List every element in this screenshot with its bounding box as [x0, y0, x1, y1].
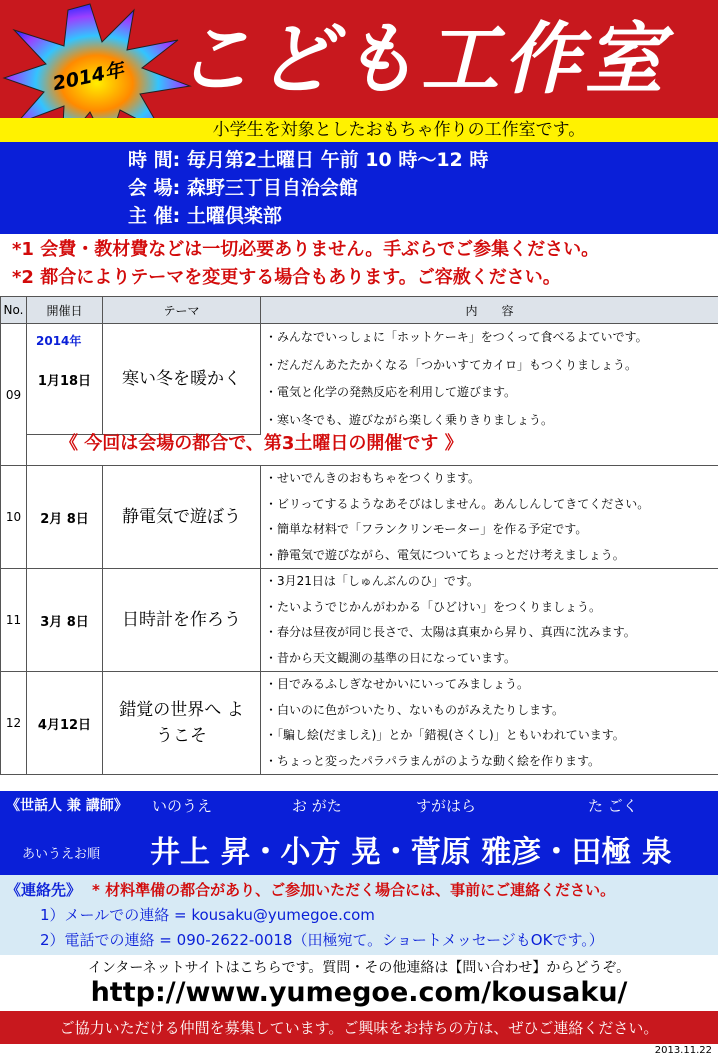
row-item: ・寒い冬でも、遊びながら楽しく乗りきりましょう。	[261, 407, 718, 435]
staff-order: あいうえお順	[22, 847, 101, 862]
contact-mail[interactable]: 1）メールでの連絡 = kousaku@yumegoe.com	[40, 906, 375, 924]
row-no: 09	[1, 324, 27, 466]
contact-label: 《連絡先》	[6, 881, 82, 899]
table-row	[1, 569, 718, 595]
info-time: 時 間: 毎月第2土曜日 午前 10 時～12 時	[128, 149, 489, 171]
row-item: ・「騙し絵(だましえ)」とか「錯視(さくし)」ともいわれています。	[261, 723, 718, 749]
table-row	[1, 466, 718, 492]
schedule-table	[0, 296, 718, 775]
staff-reading: た ごく	[588, 797, 638, 815]
row-item: ・3月21日は「しゅんぶんのひ」です。	[261, 569, 718, 595]
row-date: 4月12日	[27, 672, 103, 775]
page-title: こども工作室	[175, 15, 668, 105]
table-row	[1, 324, 718, 352]
row-item: ・春分は昼夜が同じ長さで、太陽は真東から昇り、真西に沈みます。	[261, 620, 718, 646]
row-item: ・ビリってするようなあそびはしません。あんしんしてきてください。	[261, 492, 718, 518]
row-item: ・だんだんあたたかくなる「つかいすてカイロ」もつくりましょう。	[261, 352, 718, 380]
note-1: *1 会費・教材費などは一切必要ありません。手ぶらでご参集ください。	[12, 239, 600, 260]
staff-panel	[0, 791, 718, 875]
row-theme: 寒い冬を暖かく	[103, 324, 261, 435]
staff-reading: すがはら	[416, 797, 477, 815]
row-no: 12	[1, 672, 27, 775]
year-label: 2014年	[36, 334, 82, 348]
row-item: ・たいようでじかんがわかる「ひどけい」をつくりましょう。	[261, 595, 718, 621]
staff-reading: いのうえ	[152, 797, 213, 815]
info-venue: 会 場: 森野三丁目自治会館	[128, 177, 358, 199]
row-no: 11	[1, 569, 27, 672]
venue-notice: 《 今回は会場の都合で、第3土曜日の開催です 》	[60, 433, 463, 454]
row-theme: 日時計を作ろう	[103, 569, 261, 672]
row-date: 3月 8日	[27, 569, 103, 672]
contact-warning: * 材料準備の都合があり、ご参加いただく場合には、事前にご連絡ください。	[92, 881, 616, 899]
row-item: ・昔から天文観測の基準の日になっています。	[261, 646, 718, 672]
web-url-link[interactable]: http://www.yumegoe.com/kousaku/	[90, 977, 628, 1008]
row-item: ・白いのに色がついたり、ないものがみえたりします。	[261, 698, 718, 724]
row-item: ・静電気で遊びながら、電気についてちょっとだけ考えましょう。	[261, 543, 718, 569]
year-badge: 2014年	[50, 58, 126, 96]
header-theme: テーマ	[103, 297, 261, 324]
info-panel	[0, 142, 718, 234]
web-intro: インターネットサイトはこちらです。質問・その他連絡は【問い合わせ】からどうぞ。	[87, 960, 631, 976]
row-item: ・ちょっと変ったパラパラまんがのような動く絵を作ります。	[261, 749, 718, 775]
contact-phone: 2）電話での連絡 = 090-2622-0018（田極宛て。ショートメッセージもOKです。）	[40, 931, 604, 949]
table-header-row	[1, 297, 718, 324]
subtitle: 小学生を対象としたおもちゃ作りの工作室です。	[0, 118, 718, 142]
row-theme: 錯覚の世界へ ようこそ	[103, 672, 261, 775]
note-2: *2 都合によりテーマを変更する場合もあります。ご容赦ください。	[12, 267, 561, 288]
staff-label: 《世話人 兼 講師》	[6, 798, 128, 814]
row-theme: 静電気で遊ぼう	[103, 466, 261, 569]
notes-panel	[0, 234, 718, 294]
header-date: 開催日	[27, 297, 103, 324]
footer-text: ご協力いただける仲間を募集しています。ご興味をお持ちの方は、ぜひご連絡ください。	[59, 1019, 659, 1037]
row-item: ・みんなでいっしょに「ホットケーキ」をつくって食べるよていです。	[261, 324, 718, 352]
table-row	[1, 672, 718, 698]
row-date: 2月 8日	[27, 466, 103, 569]
contact-panel	[0, 875, 718, 955]
row-item: ・簡単な材料で「フランクリンモーター」を作る予定です。	[261, 517, 718, 543]
header-content: 内 容	[261, 297, 718, 324]
info-host: 主 催: 土曜倶楽部	[128, 205, 282, 227]
footer-banner	[0, 1011, 718, 1044]
row-item: ・せいでんきのおもちゃをつくります。	[261, 466, 718, 492]
row-no: 10	[1, 466, 27, 569]
staff-names: 井上 昇・小方 晃・菅原 雅彦・田極 泉	[150, 835, 672, 870]
row-date: 1月18日	[27, 324, 103, 435]
staff-reading: お がた	[292, 797, 342, 815]
web-panel	[0, 955, 718, 1011]
row-item: ・目でみるふしぎなせかいにいってみましょう。	[261, 672, 718, 698]
row-item: ・電気と化学の発熱反応を利用して遊びます。	[261, 379, 718, 407]
document-date: 2013.11.22	[654, 1045, 712, 1056]
header-no: No.	[1, 297, 27, 324]
